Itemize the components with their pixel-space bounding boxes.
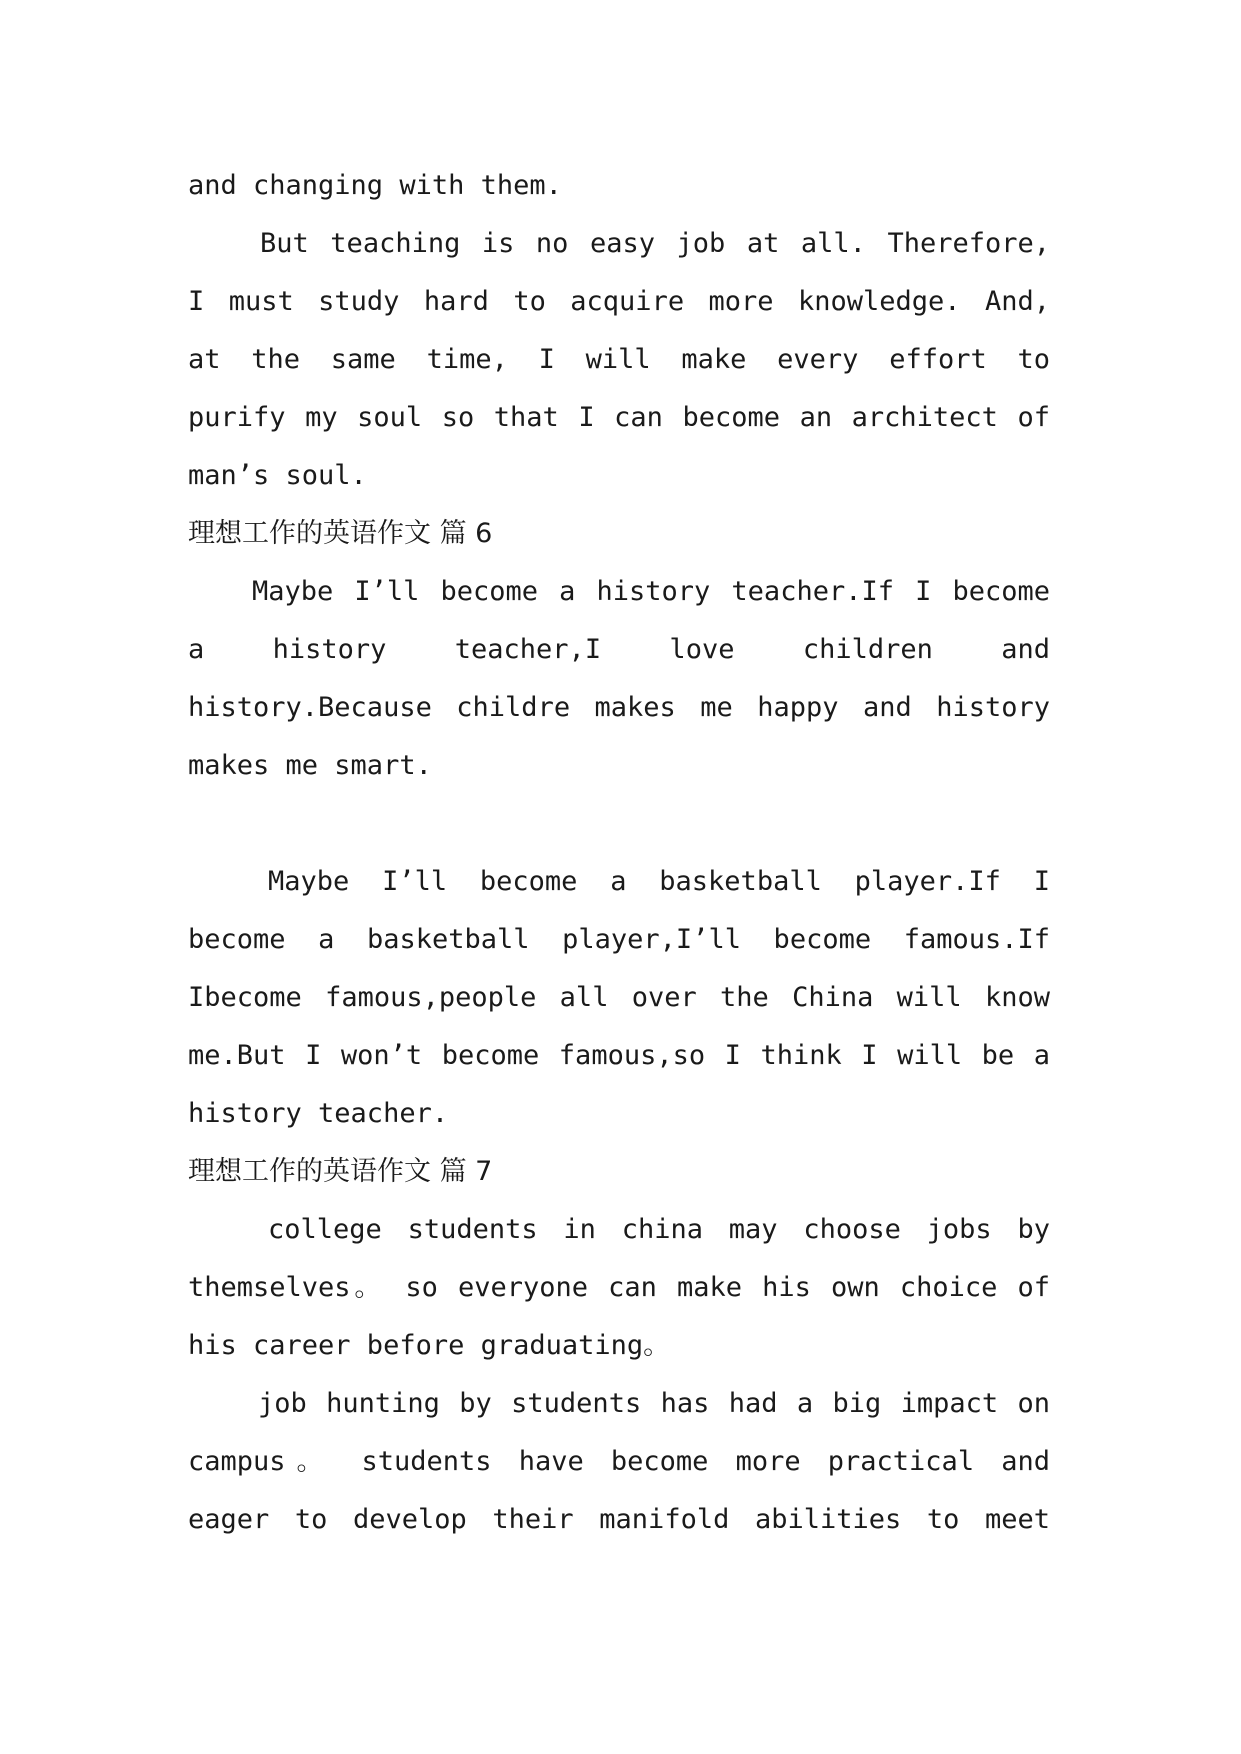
text-line: me.But I won’t become famous,so I think I will be a (188, 1040, 1050, 1071)
text-line: his career before graduating。 (188, 1330, 671, 1361)
text-line: I must study hard to acquire more knowledge. And, (188, 286, 1050, 317)
text-line: history.Because childre makes me happy and history (188, 692, 1050, 723)
text-line: eager to develop their manifold abilities to meet (188, 1504, 1050, 1535)
section-heading-6: 理想工作的英语作文 篇 6 (188, 518, 493, 549)
text-line: Ibecome famous,people all over the China will know (188, 982, 1050, 1013)
text-line: and changing with them. (188, 170, 562, 201)
text-line: purify my soul so that I can become an architect of (188, 402, 1050, 433)
text-line: themselves。 so everyone can make his own choice of (188, 1272, 1050, 1303)
text-line: at the same time, I will make every effort to (188, 344, 1050, 375)
paragraph-first-line: But teaching is no easy job at all. Therefore, (260, 228, 1050, 259)
text-line: makes me smart. (188, 750, 432, 781)
text-line: a history teacher,I love children and (188, 634, 1050, 665)
paragraph-first-line: college students in china may choose jobs by (268, 1214, 1050, 1245)
section-heading-7: 理想工作的英语作文 篇 7 (188, 1156, 493, 1187)
text-line: campus。 students have become more practical and (188, 1446, 1050, 1477)
text-line: history teacher. (188, 1098, 449, 1129)
paragraph-first-line: Maybe I’ll become a history teacher.If I become (252, 576, 1050, 607)
paragraph-first-line: Maybe I’ll become a basketball player.If I (268, 866, 1050, 897)
paragraph-first-line: job hunting by students has had a big impact on (258, 1388, 1050, 1419)
text-line: become a basketball player,I’ll become famous.If (188, 924, 1050, 955)
text-line: man’s soul. (188, 460, 367, 491)
